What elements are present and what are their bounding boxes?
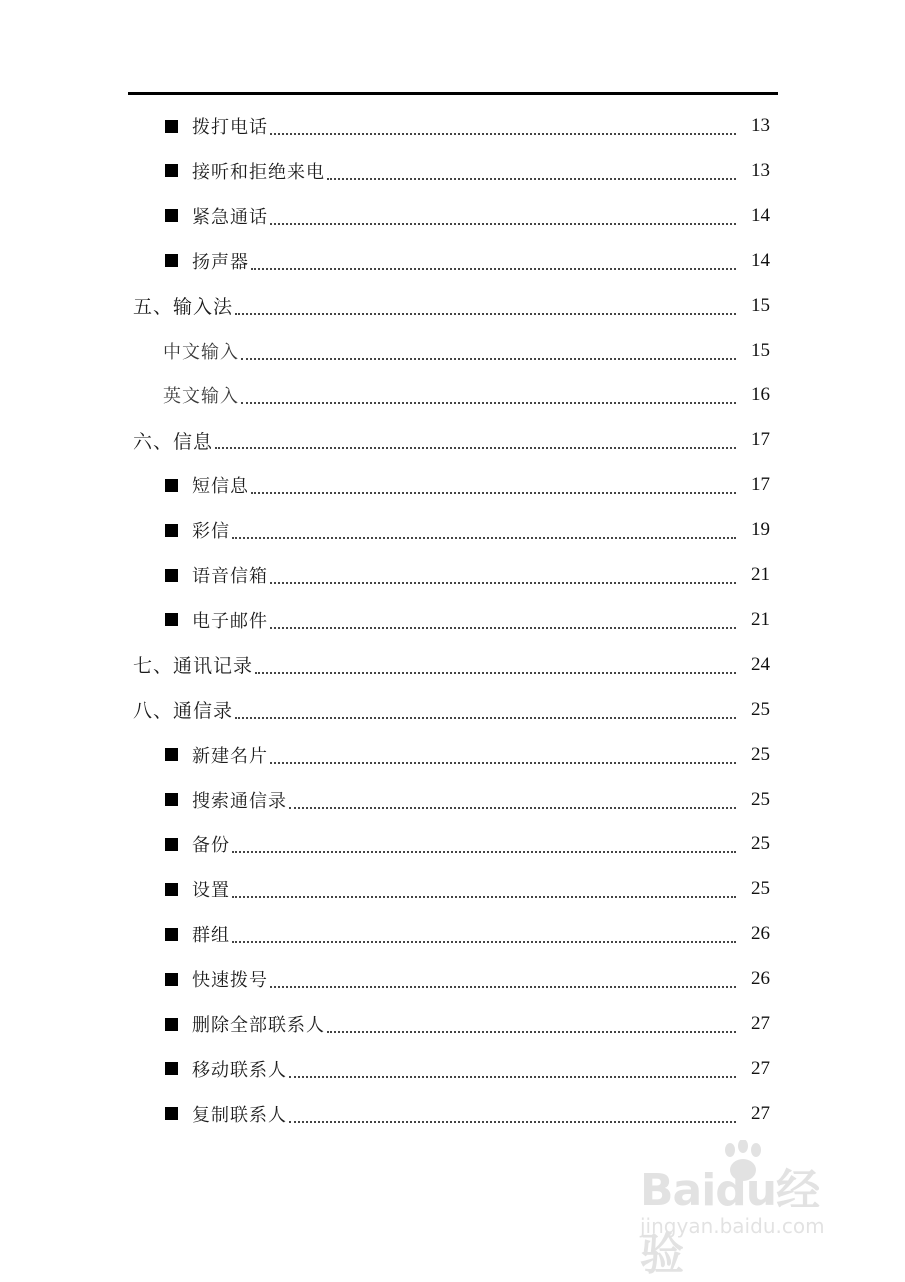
square-bullet-icon: [165, 973, 178, 986]
toc-entry-lead: [165, 876, 230, 902]
toc-entry-page-number: 13: [751, 115, 770, 136]
toc-entry-page-number: 15: [751, 294, 770, 316]
dot-leader: [235, 715, 736, 719]
dot-leader: [270, 580, 736, 584]
toc-entry[interactable]: [0, 557, 905, 593]
toc-entry-page-number: 15: [751, 339, 770, 361]
toc-entry-lead: [165, 248, 249, 274]
dot-leader: [270, 984, 736, 988]
dot-leader: [327, 1029, 736, 1033]
toc-entry[interactable]: [0, 288, 905, 324]
toc-entry[interactable]: [0, 916, 905, 952]
dot-leader: [255, 670, 736, 674]
toc-entry-page-number: 17: [751, 429, 770, 451]
dot-leader: [215, 445, 736, 449]
toc-entry-label: 群组: [192, 925, 230, 947]
toc-entry-lead: [165, 158, 325, 184]
toc-entry-lead: [133, 427, 213, 454]
toc-entry-page-number: 17: [751, 474, 770, 496]
dot-leader: [232, 849, 736, 853]
toc-entry[interactable]: [0, 153, 905, 189]
square-bullet-icon: [165, 838, 178, 851]
toc-entry-lead: [165, 1101, 287, 1127]
toc-entry-lead: [165, 1056, 287, 1082]
toc-entry-lead: [165, 562, 268, 588]
toc-entry[interactable]: [0, 782, 905, 818]
square-bullet-icon: [165, 479, 178, 492]
toc-entry-page-number: 25: [751, 743, 770, 765]
dot-leader: [270, 221, 736, 225]
square-bullet-icon: [165, 120, 178, 133]
toc-entry-lead: [165, 472, 249, 498]
dot-leader: [235, 311, 736, 315]
toc-entry-lead: [165, 921, 230, 947]
dot-leader: [232, 939, 736, 943]
square-bullet-icon: [165, 164, 178, 177]
dot-leader: [241, 356, 736, 360]
toc-entry-label: 彩信: [192, 521, 230, 543]
dot-leader: [289, 805, 736, 809]
toc-entry-lead: [133, 292, 233, 319]
toc-entry[interactable]: [0, 602, 905, 638]
toc-entry-lead: [165, 787, 287, 813]
square-bullet-icon: [165, 209, 178, 222]
toc-entry-lead: [165, 517, 230, 543]
toc-entry-label: 电子邮件: [192, 610, 268, 632]
dot-leader: [270, 625, 736, 629]
square-bullet-icon: [165, 1107, 178, 1120]
dot-leader: [289, 1074, 736, 1078]
toc-entry[interactable]: [0, 467, 905, 503]
header-rule: [128, 92, 778, 95]
toc-entry-lead: [165, 1011, 325, 1037]
toc-entry-page-number: 19: [751, 519, 770, 541]
dot-leader: [241, 400, 736, 404]
toc-entry-label: 八、通信录: [133, 700, 234, 723]
toc-entry-label: 拨打电话: [192, 117, 268, 138]
toc-entry-label: 紧急通话: [192, 206, 268, 228]
toc-entry-label: 七、通讯记录: [133, 655, 254, 678]
toc-entry-page-number: 25: [751, 788, 770, 810]
toc-entry[interactable]: [0, 826, 905, 862]
toc-entry[interactable]: [0, 108, 905, 144]
toc-entry-label: 扬声器: [192, 251, 249, 273]
toc-entry-page-number: 21: [751, 564, 770, 585]
toc-entry[interactable]: [0, 1006, 905, 1042]
square-bullet-icon: [165, 793, 178, 806]
toc-entry-lead: [165, 742, 268, 768]
square-bullet-icon: [165, 1062, 178, 1075]
toc-entry-lead: [165, 831, 230, 857]
toc-entry[interactable]: [0, 377, 905, 413]
square-bullet-icon: [165, 613, 178, 626]
toc-entry-page-number: 13: [751, 159, 770, 181]
toc-entry-page-number: 27: [751, 1013, 770, 1034]
toc-entry-label: 删除全部联系人: [192, 1015, 325, 1036]
toc-entry-lead: [133, 651, 253, 678]
square-bullet-icon: [165, 254, 178, 267]
toc-entry-page-number: 25: [751, 698, 770, 720]
toc-entry[interactable]: [0, 692, 905, 728]
toc-entry-page-number: 16: [751, 384, 770, 406]
square-bullet-icon: [165, 569, 178, 582]
dot-leader: [251, 490, 736, 494]
toc-entry-page-number: 14: [751, 249, 770, 271]
toc-entry-label: 中文输入: [163, 341, 239, 363]
dot-leader: [232, 535, 736, 539]
toc-entry-label: 短信息: [192, 476, 249, 498]
toc-entry-lead: [165, 607, 268, 633]
toc-entry-label: 语音信箱: [192, 566, 268, 587]
toc-entry-lead: [165, 966, 268, 992]
toc-entry-label: 移动联系人: [192, 1059, 287, 1081]
dot-leader: [232, 894, 736, 898]
toc-entry-label: 备份: [192, 835, 230, 857]
toc-entry-page-number: 27: [751, 1102, 770, 1124]
toc-entry-label: 接听和拒绝来电: [192, 161, 325, 183]
toc-entry-lead: [163, 382, 239, 408]
toc-entry-page-number: 21: [751, 608, 770, 630]
toc-entry[interactable]: [0, 871, 905, 907]
toc-entry-lead: [165, 203, 268, 229]
toc-entry-label: 新建名片: [192, 745, 268, 767]
square-bullet-icon: [165, 928, 178, 941]
toc-entry-page-number: 24: [751, 653, 770, 675]
toc-entry[interactable]: [0, 198, 905, 234]
square-bullet-icon: [165, 748, 178, 761]
toc-entry[interactable]: [0, 737, 905, 773]
toc-entry-page-number: 27: [751, 1057, 770, 1079]
watermark-brand: Baidu经验: [640, 1165, 820, 1280]
toc-entry-label: 五、输入法: [133, 296, 234, 319]
dot-leader: [327, 176, 736, 180]
toc-entry-label: 复制联系人: [192, 1104, 287, 1126]
toc-entry-page-number: 14: [751, 204, 770, 226]
dot-leader: [270, 760, 736, 764]
toc-entry[interactable]: [0, 647, 905, 683]
toc-entry[interactable]: [0, 422, 905, 458]
toc-entry-page-number: 25: [751, 878, 770, 900]
toc-entry-lead: [133, 696, 233, 723]
watermark-url: jingyan.baidu.com: [640, 1214, 825, 1238]
toc-entry-page-number: 26: [751, 968, 770, 990]
toc-entry-lead: [165, 113, 268, 139]
toc-entry-page-number: 26: [751, 923, 770, 945]
toc-entry[interactable]: [0, 243, 905, 279]
toc-entry-label: 搜索通信录: [192, 790, 287, 812]
toc-entry[interactable]: [0, 1096, 905, 1132]
watermark: [640, 1140, 860, 1280]
square-bullet-icon: [165, 1018, 178, 1031]
toc-entry-label: 六、信息: [133, 430, 214, 453]
toc-entry-label: 设置: [192, 880, 230, 902]
dot-leader: [251, 266, 736, 270]
dot-leader: [270, 131, 736, 135]
toc-entry-label: 英文输入: [163, 386, 239, 408]
toc-entry[interactable]: [0, 512, 905, 548]
toc-entry-lead: [163, 338, 239, 364]
toc-entry-page-number: 25: [751, 833, 770, 855]
toc-entry-label: 快速拨号: [192, 970, 268, 992]
square-bullet-icon: [165, 883, 178, 896]
dot-leader: [289, 1119, 736, 1123]
toc-entry[interactable]: [0, 333, 905, 369]
square-bullet-icon: [165, 524, 178, 537]
toc-entry[interactable]: [0, 1051, 905, 1087]
toc-entry[interactable]: [0, 961, 905, 997]
